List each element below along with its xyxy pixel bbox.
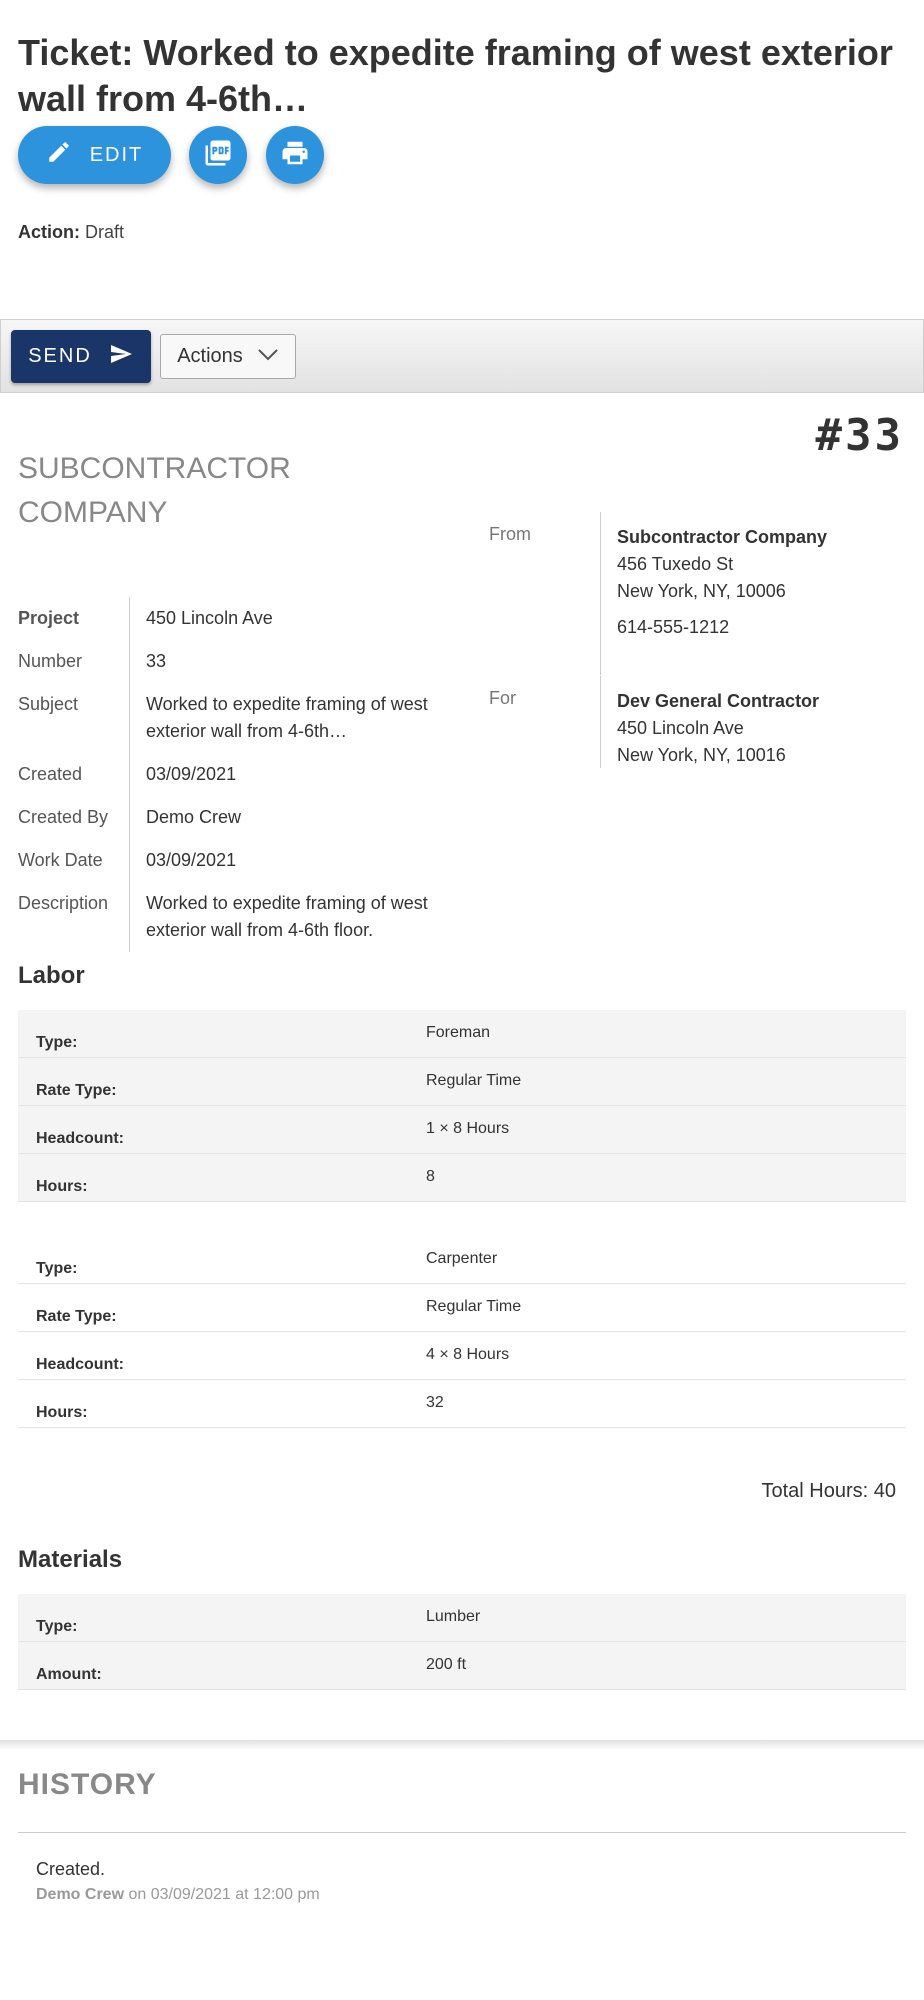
row-value: 8	[426, 1168, 435, 1185]
send-button-label: SEND	[28, 345, 92, 367]
actions-dropdown-label: Actions	[177, 345, 243, 367]
history-entry-user: Demo Crew	[36, 1886, 125, 1903]
from-street: 456 Tuxedo St	[617, 554, 734, 574]
table-row	[18, 1284, 906, 1332]
info-value: Demo Crew	[146, 807, 242, 827]
table-row	[18, 1380, 906, 1428]
info-value: 03/09/2021	[146, 850, 237, 870]
info-label: Work Date	[18, 839, 130, 882]
actions-dropdown[interactable]	[160, 334, 296, 379]
row-key: Type:	[36, 1618, 78, 1635]
from-label: From	[489, 512, 601, 675]
info-value: 450 Lincoln Ave	[146, 608, 273, 628]
history-entry-when: on 03/09/2021 at 12:00 pm	[128, 1886, 320, 1903]
printer-icon	[280, 138, 310, 173]
row-key: Type:	[36, 1260, 78, 1277]
action-value: Draft	[85, 222, 125, 242]
ticket-number: #33	[815, 410, 904, 461]
info-label: Project	[18, 597, 130, 640]
info-row-project	[18, 597, 440, 640]
card-divider-shadow	[0, 1740, 924, 1750]
action-toolbar	[0, 319, 924, 393]
info-value: Worked to expedite framing of west exterior wall from 4-6th…	[146, 694, 428, 741]
info-row-subject	[18, 683, 440, 753]
row-value: 4 × 8 Hours	[426, 1346, 510, 1363]
pencil-icon	[46, 139, 72, 171]
action-label: Action:	[18, 222, 80, 242]
ticket-info-table	[18, 597, 440, 952]
pdf-icon	[203, 138, 233, 173]
info-row-number	[18, 640, 440, 683]
chevron-down-icon	[257, 345, 279, 368]
for-label: For	[489, 676, 601, 768]
pdf-button[interactable]	[189, 126, 247, 184]
info-value: 33	[146, 651, 167, 671]
info-label: Created	[18, 753, 130, 796]
table-row	[18, 1058, 906, 1106]
materials-entry	[18, 1594, 906, 1690]
print-button[interactable]	[266, 126, 324, 184]
edit-button-label: EDIT	[89, 143, 144, 166]
table-row	[18, 1332, 906, 1380]
from-city: New York, NY, 10006	[617, 581, 786, 601]
from-phone: 614-555-1212	[617, 617, 730, 637]
labor-title: Labor	[18, 962, 85, 989]
table-row	[18, 1642, 906, 1690]
for-city: New York, NY, 10016	[617, 745, 786, 765]
from-name: Subcontractor Company	[617, 527, 828, 547]
info-row-work-date	[18, 839, 440, 882]
table-row	[18, 1106, 906, 1154]
edit-button[interactable]	[18, 126, 171, 184]
page-title: Ticket: Worked to expedite framing of west exterior wall from 4-6th…	[18, 32, 893, 119]
for-street: 450 Lincoln Ave	[617, 718, 744, 738]
info-row-description	[18, 882, 440, 952]
row-key: Hours:	[36, 1178, 88, 1195]
from-details	[601, 512, 827, 675]
info-row-created-by	[18, 796, 440, 839]
history-entry-text: Created.	[36, 1859, 106, 1879]
info-label: Number	[18, 640, 130, 683]
send-icon	[108, 342, 134, 372]
table-row	[18, 1154, 906, 1202]
row-value: Foreman	[426, 1024, 491, 1041]
row-value: Carpenter	[426, 1250, 498, 1267]
materials-title: Materials	[18, 1546, 123, 1573]
info-row-created	[18, 753, 440, 796]
info-label: Subject	[18, 683, 130, 753]
row-key: Hours:	[36, 1404, 88, 1421]
action-status	[18, 222, 124, 243]
row-key: Type:	[36, 1034, 78, 1051]
table-row	[18, 1236, 906, 1284]
history-entry	[36, 1856, 320, 1908]
total-hours: Total Hours: 40	[761, 1480, 896, 1502]
from-party	[489, 512, 827, 675]
row-value: 32	[426, 1394, 444, 1411]
table-row	[18, 1010, 906, 1058]
row-key: Headcount:	[36, 1356, 124, 1373]
row-key: Headcount:	[36, 1130, 124, 1147]
row-value: Lumber	[426, 1608, 481, 1625]
info-label: Description	[18, 882, 130, 952]
company-name: SUBCONTRACTOR COMPANY	[18, 452, 291, 529]
row-key: Rate Type:	[36, 1308, 117, 1325]
table-row	[18, 1594, 906, 1642]
row-value: 200 ft	[426, 1656, 467, 1673]
labor-entry-2	[18, 1236, 906, 1428]
history-entry-meta	[36, 1882, 320, 1908]
row-value: Regular Time	[426, 1298, 522, 1315]
for-party	[489, 676, 819, 769]
labor-entry-1	[18, 1010, 906, 1202]
for-name: Dev General Contractor	[617, 691, 820, 711]
send-button[interactable]	[11, 330, 151, 383]
row-key: Rate Type:	[36, 1082, 117, 1099]
info-value: 03/09/2021	[146, 764, 237, 784]
history-divider	[18, 1832, 906, 1833]
info-value: Worked to expedite framing of west exterior wall from 4-6th floor.	[146, 893, 428, 940]
row-value: 1 × 8 Hours	[426, 1120, 510, 1137]
info-label: Created By	[18, 796, 130, 839]
row-value: Regular Time	[426, 1072, 522, 1089]
for-details	[601, 676, 819, 769]
row-key: Amount:	[36, 1666, 102, 1683]
history-title: HISTORY	[18, 1768, 157, 1801]
